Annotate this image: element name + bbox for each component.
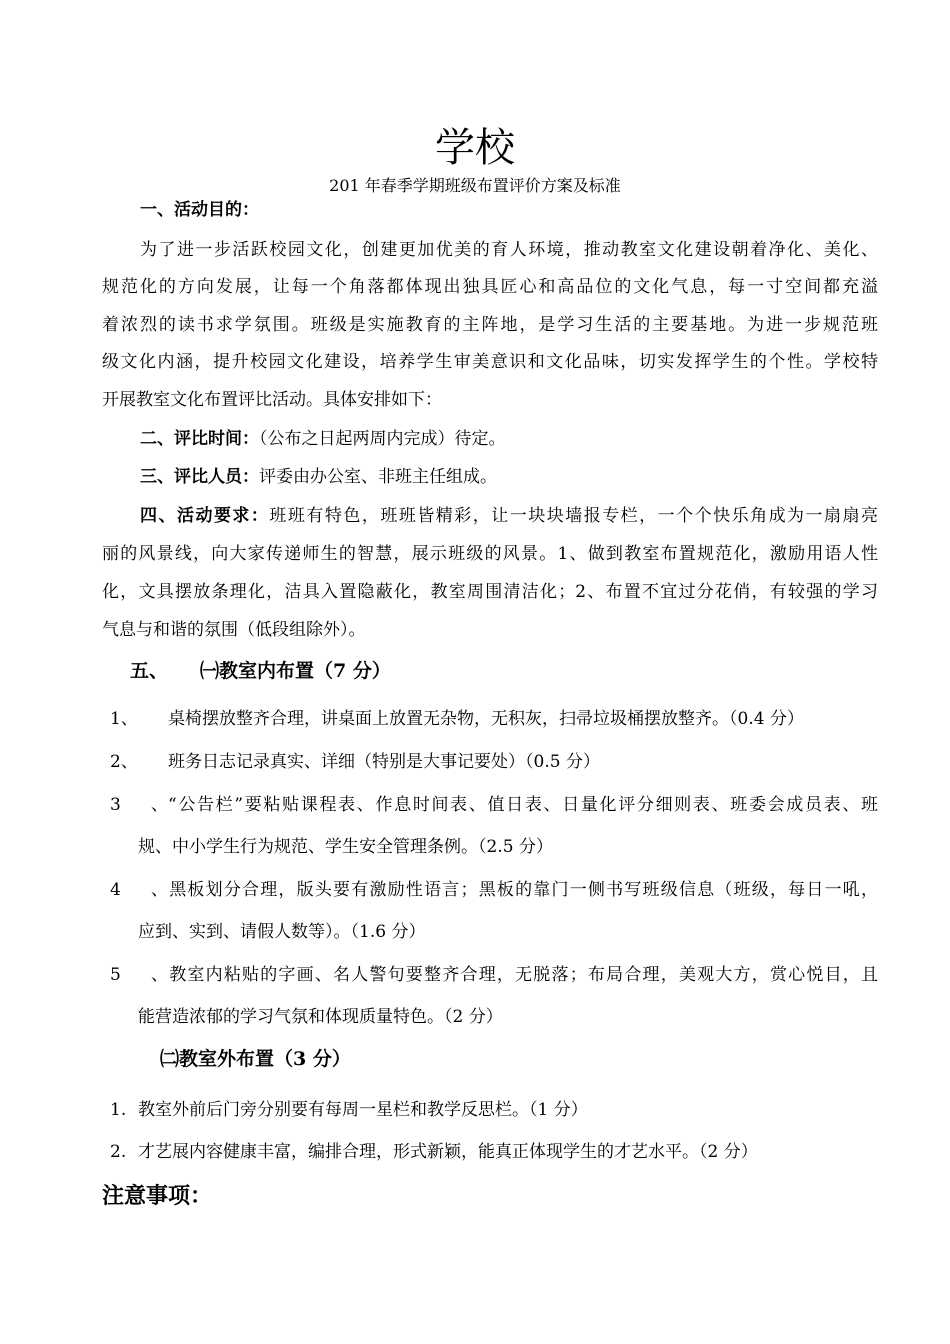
list-item-text: 才艺展内容健康丰富，编排合理，形式新颖，能真正体现学生的才艺水平。（2 分） <box>138 1142 758 1162</box>
list-item <box>110 794 878 816</box>
list-item-number: 1、 <box>110 709 138 729</box>
page-title: 学校 <box>435 125 515 171</box>
section-4-line: 化，文具摆放条理化，洁具入置隐蔽化，教室周围清洁化；2、布置不宜过分花俏，有较强的学习 <box>102 582 878 602</box>
section-4-line: 气息与和谐的氛围（低段组除外）。 <box>102 620 366 640</box>
section-1-line: 级文化内涵，提升校园文化建设，培养学生审美意识和文化品味，切实发挥学生的个性。学校特 <box>102 352 878 372</box>
list-item-number: 3、 <box>110 795 168 815</box>
list-item-number: 2. <box>110 1142 127 1162</box>
section-4 <box>140 505 878 527</box>
list-item-number: 1. <box>110 1100 127 1120</box>
list-item <box>110 751 878 773</box>
notes-heading: 注意事项： <box>102 1183 213 1209</box>
list-item-text: “公告栏”要粘贴课程表、作息时间表、值日表、日量化评分细则表、班委会成员表、班 <box>168 795 878 815</box>
list-item-text: 教室内粘贴的字画、名人警句要整齐合理，无脱落；布局合理，美观大方，赏心悦目，且 <box>168 965 878 985</box>
subsection-1-title: ㈠教室内布置（7 分） <box>200 660 391 682</box>
list-item <box>110 708 878 730</box>
section-1-line: 规范化的方向发展，让每一个角落都体现出独具匠心和高品位的文化气息，每一寸空间都充溢 <box>102 277 878 297</box>
list-item-text: 桌椅摆放整齐合理，讲桌面上放置无杂物，无积灰，扫帚垃圾桶摆放整齐。（0.4 分） <box>168 709 804 729</box>
subsection-2-title: ㈡教室外布置（3 分） <box>160 1048 351 1070</box>
section-4-heading: 四、活动要求： <box>140 506 270 526</box>
section-2 <box>140 428 916 450</box>
list-item-text: 黑板划分合理，版头要有激励性语言；黑板的靠门一侧书写班级信息（班级，每日一吼， <box>168 880 878 900</box>
list-item <box>110 1099 878 1121</box>
list-item-text: 教室外前后门旁分别要有每周一星栏和教学反思栏。（1 分） <box>138 1100 588 1120</box>
list-item-continuation: 应到、实到、请假人数等）。（1.6 分） <box>138 922 426 942</box>
section-1-line: 开展教室文化布置评比活动。具体安排如下： <box>102 390 442 410</box>
page-subtitle: 201 年春季学期班级布置评价方案及标准 <box>329 176 621 195</box>
section-3-heading: 三、评比人员： <box>140 467 259 487</box>
list-item-continuation: 能营造浓郁的学习气氛和体现质量特色。（2 分） <box>138 1007 503 1027</box>
list-item-continuation: 规、中小学生行为规范、学生安全管理条例。（2.5 分） <box>138 837 553 857</box>
list-item <box>110 1141 878 1163</box>
section-5-label: 五、 <box>130 660 169 682</box>
list-item-text: 班务日志记录真实、详细（特别是大事记要处）（0.5 分） <box>168 752 600 772</box>
list-item-number: 4、 <box>110 880 168 900</box>
section-1-line: 着浓烈的读书求学氛围。班级是实施教育的主阵地，是学习生活的主要基地。为进一步规范班 <box>102 315 878 335</box>
section-4-line: 丽的风景线，向大家传递师生的智慧，展示班级的风景。1、做到教室布置规范化，激励用语人性 <box>102 544 878 564</box>
list-item <box>110 879 878 901</box>
list-item-number: 5、 <box>110 965 168 985</box>
section-4-text: 班班有特色，班班皆精彩，让一块块墙报专栏，一个个快乐角成为一扇扇亮 <box>269 506 879 526</box>
list-item-number: 2、 <box>110 752 138 772</box>
section-3-text: 评委由办公室、非班主任组成。 <box>259 467 497 487</box>
section-2-heading: 二、评比时间： <box>140 429 259 449</box>
list-item <box>110 964 878 986</box>
section-1-heading: 一、活动目的： <box>140 200 259 220</box>
section-2-text: （公布之日起两周内完成）待定。 <box>259 429 506 449</box>
section-5-heading <box>130 658 391 684</box>
section-3 <box>140 466 916 488</box>
section-1-line: 为了进一步活跃校园文化，创建更加优美的育人环境，推动教室文化建设朝着净化、美化、 <box>140 240 878 260</box>
